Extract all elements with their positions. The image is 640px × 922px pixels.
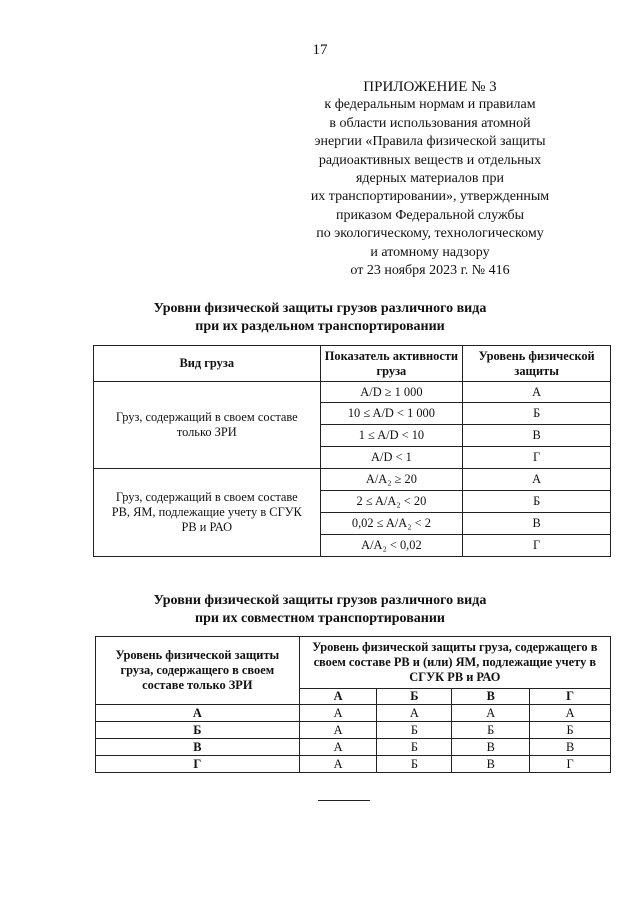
- level-cell: А: [463, 469, 611, 491]
- row-label: В: [96, 739, 300, 756]
- matrix-cell: Б: [452, 722, 530, 739]
- section1-title-line1: Уровни физической защиты грузов различного вида: [153, 301, 487, 316]
- joint-transport-table: [95, 636, 611, 773]
- annex-line: их транспортировании», утвержденным: [310, 189, 550, 205]
- header-cargo-type: Вид груза: [94, 346, 321, 382]
- activity-cell: 1 ≤ A/D < 10: [320, 425, 463, 447]
- header-rv-ym-level: Уровень физической защиты груза, содержащего в своем составе РВ и (или) ЯМ, подлежащие учету в СГУК РВ и РАО: [299, 637, 610, 689]
- activity-cell: A/A₂ < 0,02: [320, 535, 463, 557]
- annex-line: по экологическому, технологическому: [316, 226, 544, 242]
- column-header: В: [452, 689, 530, 705]
- matrix-cell: Б: [377, 722, 452, 739]
- annex-line: от 23 ноября 2023 г. № 416: [350, 263, 510, 279]
- matrix-cell: А: [299, 722, 377, 739]
- column-header: Г: [530, 689, 611, 705]
- table-row: [96, 705, 611, 722]
- annex-line: в области использования атомной: [329, 115, 531, 131]
- annex-line: к федеральным нормам и правилам: [324, 97, 536, 113]
- table-row: [96, 739, 611, 756]
- activity-cell: A/D ≥ 1 000: [320, 382, 463, 403]
- annex-line: ядерных материалов при: [355, 171, 505, 187]
- column-header: Б: [377, 689, 452, 705]
- table-row: [94, 469, 611, 491]
- annex-line: и атомному надзору: [370, 244, 490, 260]
- activity-cell: A/A₂ ≥ 20: [320, 469, 463, 491]
- level-cell: В: [463, 513, 611, 535]
- table-row: [94, 382, 611, 403]
- cargo-type-rv-ym: Груз, содержащий в своем составе РВ, ЯМ, подлежащие учету в СГУК РВ и РАО: [94, 469, 321, 557]
- annex-heading: [300, 78, 560, 280]
- page-number: 17: [312, 42, 328, 58]
- activity-cell: 2 ≤ A/A₂ < 20: [320, 491, 463, 513]
- section1-title-line2: при их раздельном транспортировании: [195, 319, 445, 334]
- matrix-cell: Г: [530, 756, 611, 773]
- column-header: А: [299, 689, 377, 705]
- level-cell: Г: [463, 535, 611, 557]
- row-label: Б: [96, 722, 300, 739]
- matrix-cell: А: [299, 739, 377, 756]
- activity-cell: 10 ≤ A/D < 1 000: [320, 403, 463, 425]
- matrix-cell: А: [530, 705, 611, 722]
- footer-divider: [318, 800, 370, 801]
- matrix-cell: А: [377, 705, 452, 722]
- activity-cell: A/D < 1: [320, 447, 463, 469]
- cargo-type-zri: Груз, содержащий в своем составе только ЗРИ: [94, 382, 321, 469]
- matrix-cell: В: [452, 739, 530, 756]
- table-row: [96, 722, 611, 739]
- matrix-cell: Б: [377, 739, 452, 756]
- section1-title: [80, 300, 560, 336]
- matrix-cell: Б: [530, 722, 611, 739]
- matrix-cell: В: [452, 756, 530, 773]
- header-protection-level: Уровень физической защиты: [463, 346, 611, 382]
- level-cell: Б: [463, 403, 611, 425]
- level-cell: В: [463, 425, 611, 447]
- section2-title-line2: при их совместном транспортировании: [195, 611, 445, 626]
- matrix-cell: А: [452, 705, 530, 722]
- separate-transport-table: [93, 345, 611, 557]
- section2-title-line1: Уровни физической защиты грузов различного вида: [153, 593, 487, 608]
- level-cell: Г: [463, 447, 611, 469]
- matrix-cell: А: [299, 756, 377, 773]
- level-cell: Б: [463, 491, 611, 513]
- row-label: Г: [96, 756, 300, 773]
- matrix-cell: В: [530, 739, 611, 756]
- annex-line: радиоактивных веществ и отдельных: [318, 152, 542, 168]
- activity-cell: 0,02 ≤ A/A₂ < 2: [320, 513, 463, 535]
- matrix-cell: А: [299, 705, 377, 722]
- annex-line: приказом Федеральной службы: [336, 207, 524, 223]
- annex-line: энергии «Правила физической защиты: [314, 134, 546, 150]
- section2-title: [80, 592, 560, 628]
- header-activity-indicator: Показатель активности груза: [320, 346, 463, 382]
- header-zri-level: Уровень физической защиты груза, содержащего в своем составе только ЗРИ: [96, 637, 300, 705]
- level-cell: А: [463, 382, 611, 403]
- annex-title: ПРИЛОЖЕНИЕ № 3: [363, 79, 497, 95]
- table-row: [96, 756, 611, 773]
- matrix-cell: Б: [377, 756, 452, 773]
- row-label: А: [96, 705, 300, 722]
